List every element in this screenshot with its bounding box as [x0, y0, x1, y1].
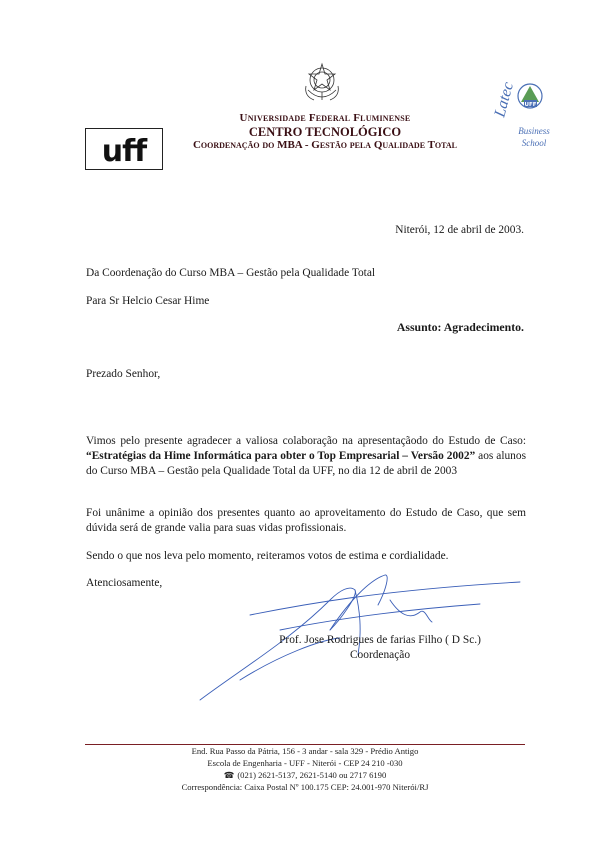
phone-icon: ☎ [223, 770, 235, 780]
letter-recipient: Para Sr Helcio Cesar Hime [86, 295, 210, 307]
latec-text: Latec [491, 80, 518, 120]
uff-logo [85, 128, 163, 170]
letter-from: Da Coordenação do Curso MBA – Gestão pela Qualidade Total [86, 267, 376, 279]
center-name: CENTRO TECNOLÓGICO [248, 125, 402, 139]
uff-logo-graphic [85, 128, 163, 170]
uff-logo-text: uff [101, 134, 147, 169]
paragraph-thanks-intro: Vimos pelo presente agradecer a valiosa colaboração na apresentaçãodo do Estudo de Caso: [86, 435, 526, 447]
latec-badge-text: UFF [524, 102, 537, 108]
latec-triangle-icon [521, 86, 539, 102]
latec-subtitle-business: Business [518, 126, 550, 136]
footer-divider [85, 744, 525, 745]
case-study-title: “Estratégias da Hime Informática para obter o Top Empresarial – Versão 2002” [86, 450, 476, 462]
signer-role: Coordenação [349, 649, 411, 661]
footer-phones: (021) 2621-5137, 2621-5140 ou 2717 6190 [237, 770, 387, 780]
university-name: Universidade Federal Fluminense [239, 112, 411, 124]
footer-mail: Correspondência: Caixa Postal Nº 100.175 CEP: 24.001-970 Niterói/RJ [181, 782, 429, 792]
signer-name: Prof. Jose Rodrigues de farias Filho ( D Sc.) [279, 634, 481, 646]
paragraph-closing: Sendo o que nos leva pelo momento, reiteramos votos de estima e cordialidade. [86, 550, 449, 562]
coordination-name: Coordenação do MBA - Gestão pela Qualidade Total [192, 139, 458, 151]
paragraph-opinion: Foi unânime a opinião dos presentes quanto ao aproveitamento do Estudo de Caso, que sem dúvida será de grande valia para suas vidas profissionais. [86, 507, 526, 534]
letter-date: Niterói, 12 de abril de 2003. [395, 224, 524, 236]
letter-closing: Atenciosamente, [86, 577, 163, 589]
footer-phones-line [85, 770, 525, 782]
latec-subtitle-school: School [521, 138, 547, 148]
paragraph-thanks-rest: aos alunos do Curso MBA – Gestão pela Qualidade Total da UFF, no dia 12 de abril de 2003 [86, 450, 526, 477]
footer-address: End. Rua Passo da Pátria, 156 - 3 andar - sala 329 - Prédio Antigo [191, 746, 419, 756]
paragraph-thanks [86, 434, 526, 479]
letter-salutation: Prezado Senhor, [86, 368, 161, 380]
letter-subject: Assunto: Agradecimento. [396, 320, 524, 334]
latec-logo [490, 78, 562, 156]
coat-of-arms-icon [300, 60, 344, 104]
footer-school: Escola de Engenharia - UFF - Niterói - CEP 24 210 -030 [207, 758, 403, 768]
